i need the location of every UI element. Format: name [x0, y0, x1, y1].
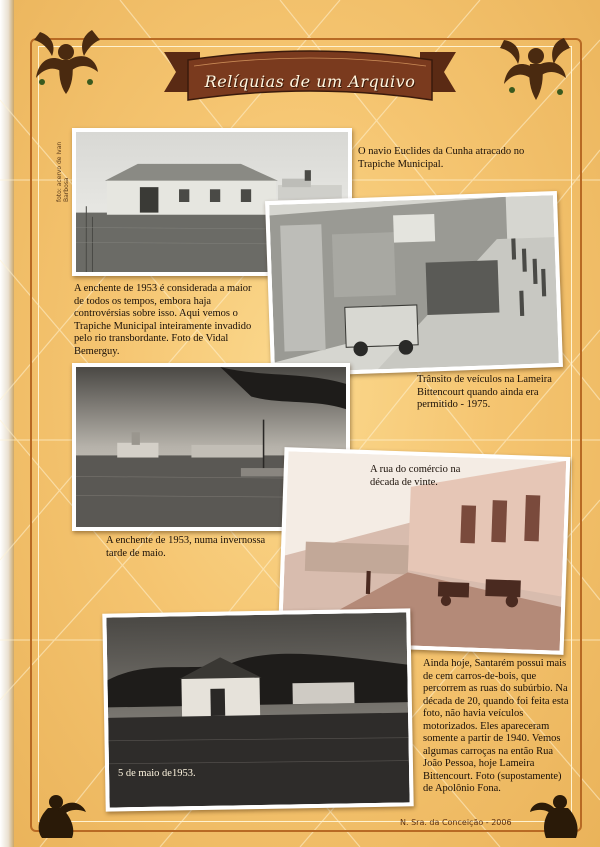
- cherub-ornament-icon: [528, 788, 588, 840]
- cherub-ornament-icon: [30, 22, 102, 100]
- page-title: Relíquias de um Arquivo: [204, 72, 416, 91]
- caption-enchente-tarde: A enchente de 1953, numa invernossa tarde de maio.: [106, 535, 266, 559]
- photo-cinco-de-maio: [102, 608, 413, 811]
- caption-transito: Trânsito de veículos na Lameira Bittencourt quando ainda era permitido - 1975.: [417, 374, 552, 410]
- cherub-ornament-icon: [28, 788, 88, 840]
- caption-enchente-trapiche: A enchente de 1953 é considerada a maior de todos os tempos, embora haja controvérsias sobre isso. Aqui vemos o Trapiche Municipal inteiramente invadido pelo rio transbordante. Foto de Vidal Bemerguy.: [74, 283, 252, 357]
- caption-navio: O navio Euclides da Cunha atracado no Trapiche Municipal.: [358, 146, 525, 170]
- caption-rua-comercio: A rua do comércio na década de vinte.: [370, 464, 461, 488]
- footer-text: N. Sra. da Conceição - 2006: [400, 818, 512, 827]
- cherub-ornament-icon: [498, 28, 570, 106]
- caption-cinco-maio: 5 de maio de1953.: [118, 768, 196, 779]
- caption-carrocas: Ainda hoje, Santarém possui mais de cem carros-de-bois, que percorrem as ruas do subúrbio. Na década de 20, quando foi feita esta foto, não havia veículos motorizados. Eles apareceram somente a partir de 1940. Vemos algumas carroças na então Rua João Pessoa, hoje Lameira Bittencourt. Foto (supostamente) de Apolônio Fona.: [423, 658, 569, 794]
- photo-transito-lameira: [265, 191, 563, 377]
- photo-credit: foto: acervo de Ivan Barbosa: [56, 141, 70, 202]
